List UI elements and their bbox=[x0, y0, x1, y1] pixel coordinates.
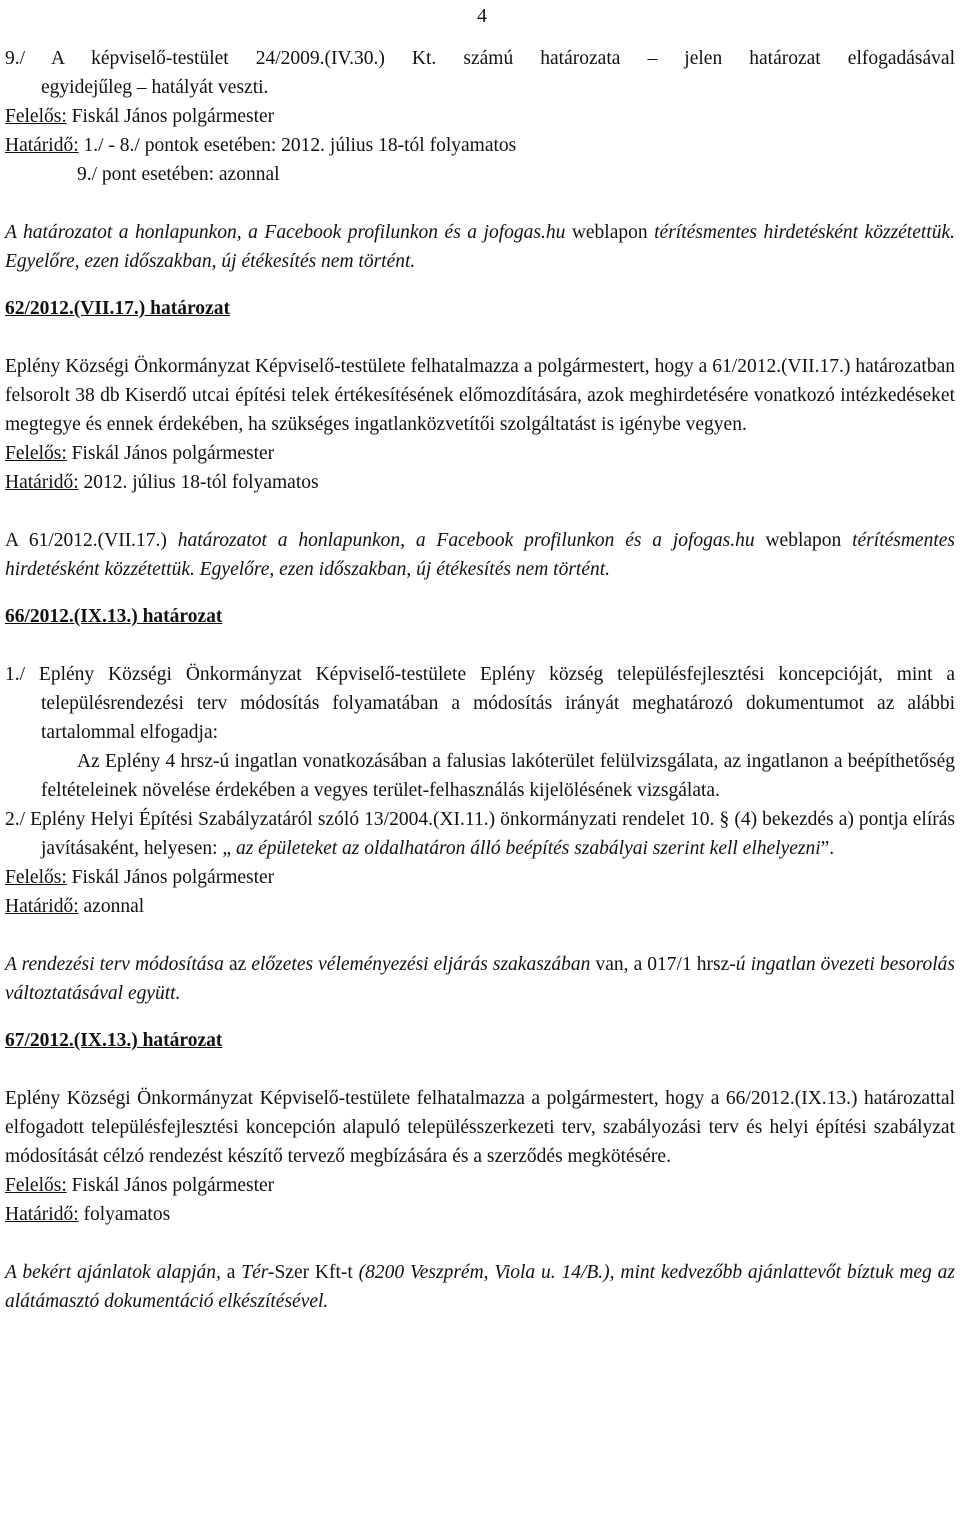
responsible-line: Felelős: Fiskál János polgármester bbox=[5, 1175, 275, 1196]
responsible-label: Felelős: bbox=[5, 106, 67, 127]
section-previous-resolution bbox=[5, 44, 955, 276]
resolution-body: Eplény Községi Önkormányzat Képviselő-testülete felhatalmazza a polgármestert, hogy a 66/2012.(IX.13.) határozattal elfogadott településfejlesztési koncepción alapuló településszerkezeti terv, szabályozási terv és helyi építési szabályzat módosítását célzó rendezést készítő tervező megbízására és a szerződés megkötésére. bbox=[5, 1088, 955, 1167]
publication-note: A 61/2012.(VII.17.) határozatot a honlapunkon, a Facebook profilunkon és a jofogas.hu weblapon térítésmentes hirdetésként közzétettük. Egyelőre, ezen időszakban, új étékesítés nem történt. bbox=[5, 530, 955, 580]
responsible-line: Felelős: Fiskál János polgármester bbox=[5, 443, 275, 464]
status-note: A rendezési terv módosítása az előzetes véleményezési eljárás szakaszában van, a 017/1 hrsz-ú ingatlan övezeti besorolás változtatásával együtt. bbox=[5, 954, 956, 1004]
deadline-label: Határidő: bbox=[5, 135, 79, 156]
document-page bbox=[5, 0, 955, 1316]
deadline-line-2: 9./ pont esetében: azonnal bbox=[77, 164, 280, 185]
resolution-body: Eplény Községi Önkormányzat Képviselő-testülete felhatalmazza a polgármestert, hogy a 61/2012.(VII.17.) határozatban felsorolt 38 db Kiserdő utcai építési telek értékesítésének előmozdítására, azok meghirdetésére vonatkozó intézkedéseket megtegye és ennek érdekében, ha szükséges ingatlanközvetítői szolgáltatást is igénybe vegyen. bbox=[5, 356, 955, 435]
paragraph-9-line1: 9./ A képviselő-testület 24/2009.(IV.30.) Kt. számú határozata – jelen határozat elfogadásával bbox=[5, 48, 955, 69]
resolution-point-2: 2./ Eplény Helyi Építési Szabályzatáról szóló 13/2004.(XI.11.) önkormányzati rendelet 10. § (4) bekezdés a) pontja elírás javításaként, helyesen: „ az épületeket az oldalhatáron álló beépítés szabályai szerint kell elhelyezni”. bbox=[5, 809, 955, 859]
deadline-value: 1./ - 8./ pontok esetében: 2012. július 18-tól folyamatos bbox=[78, 135, 517, 156]
deadline-line: Határidő: 2012. július 18-tól folyamatos bbox=[5, 472, 319, 493]
resolution-point-1: 1./ Eplény Községi Önkormányzat Képviselő-testülete Eplény község településfejlesztési koncepcióját, mint a településrendezési terv módosítás folyamatában a módosítás irányát meghatározó dokumentumot az alábbi tartalommal elfogadja: bbox=[5, 664, 955, 743]
deadline-line: Határidő: folyamatos bbox=[5, 1204, 171, 1225]
contractor-note: A bekért ajánlatok alapján, a Tér-Szer Kft-t (8200 Veszprém, Viola u. 14/B.), mint kedvezőbb ajánlattevőt bíztuk meg az alátámasztó dokumentáció elkészítésével. bbox=[5, 1262, 955, 1312]
section-resolution-62 bbox=[5, 294, 955, 584]
responsible-value: Fiskál János polgármester bbox=[66, 106, 275, 127]
responsible-line: Felelős: Fiskál János polgármester bbox=[5, 867, 275, 888]
resolution-title: 62/2012.(VII.17.) határozat bbox=[5, 298, 230, 319]
section-resolution-67 bbox=[5, 1026, 955, 1316]
resolution-title: 67/2012.(IX.13.) határozat bbox=[5, 1030, 223, 1051]
resolution-point-1b: Az Eplény 4 hrsz-ú ingatlan vonatkozásában a falusias lakóterület felülvizsgálata, az ingatlanon a beépíthetőség feltételeinek növelése érdekében a vegyes terület-felhasználás kijelölésének vizsgálata. bbox=[41, 751, 955, 801]
section-resolution-66 bbox=[5, 602, 955, 1008]
publication-note: A határozatot a honlapunkon, a Facebook profilunkon és a jofogas.hu weblapon térítésmentes hirdetésként közzétettük. Egyelőre, ezen időszakban, új étékesítés nem történt. bbox=[5, 222, 955, 272]
responsible-line bbox=[5, 102, 955, 131]
deadline-line bbox=[5, 131, 955, 160]
resolution-title: 66/2012.(IX.13.) határozat bbox=[5, 606, 223, 627]
paragraph-9-line2: egyidejűleg – hatályát veszti. bbox=[41, 77, 269, 98]
page-number: 4 bbox=[477, 5, 487, 27]
deadline-line: Határidő: azonnal bbox=[5, 896, 145, 917]
